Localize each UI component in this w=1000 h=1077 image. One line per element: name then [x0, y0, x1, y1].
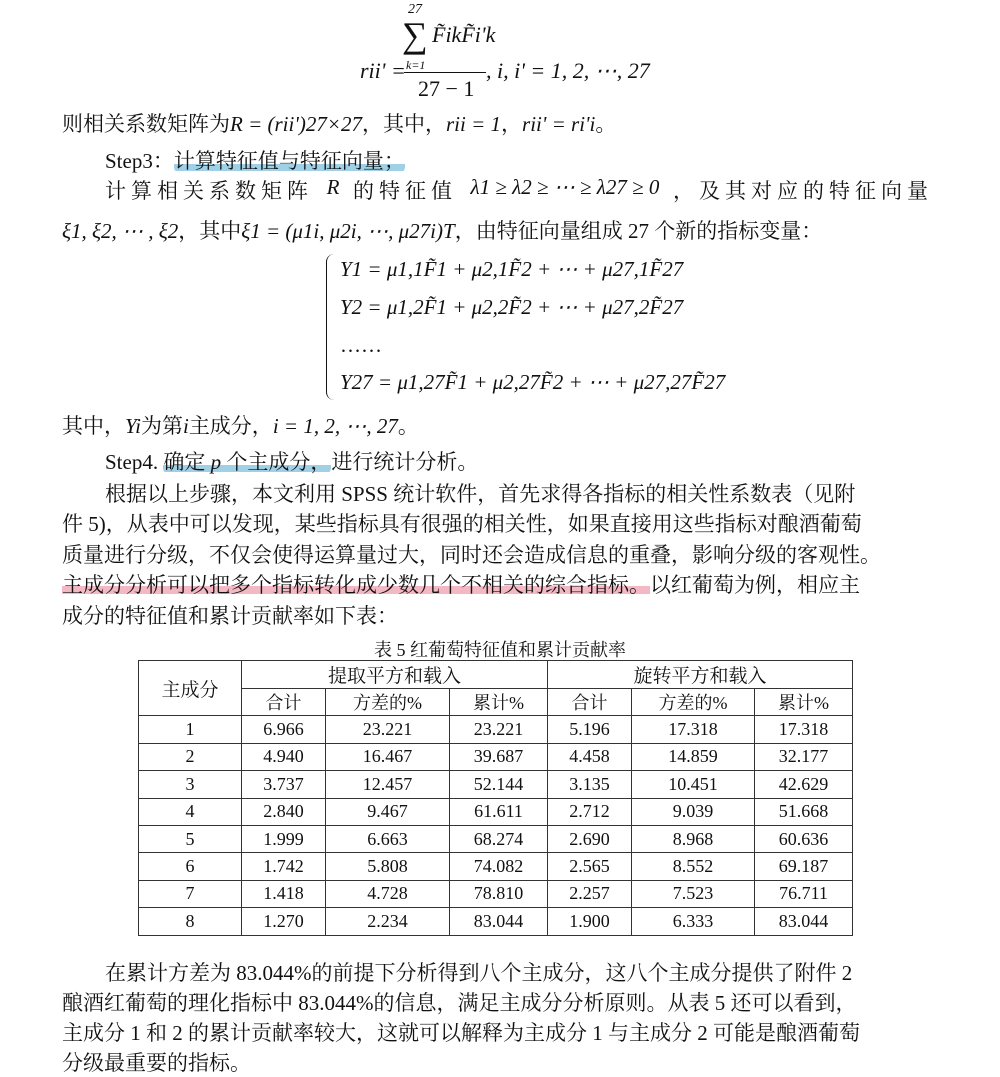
table-cell: 52.144	[450, 771, 548, 798]
table-cell: 10.451	[632, 771, 755, 798]
table-cell: 76.711	[755, 880, 853, 907]
group-header: 提取平方和载入	[242, 661, 548, 689]
paragraph2-line: 酿酒红葡萄的理化指标中 83.044%的信息，满足主成分分析原则。从表 5 还可以看到，	[62, 991, 857, 1015]
step3-line	[105, 145, 405, 175]
table-cell: 2.257	[548, 880, 632, 907]
table-cell: 9.467	[326, 798, 450, 825]
table-cell: 6	[139, 853, 242, 880]
summand: F̃ikF̃i'k	[432, 22, 496, 47]
text: 其中，	[62, 414, 125, 438]
table-cell: 17.318	[632, 716, 755, 743]
table-cell: 32.177	[755, 743, 853, 770]
table-cell: 9.039	[632, 798, 755, 825]
table-cell: 2	[139, 743, 242, 770]
table-cell: 74.082	[450, 853, 548, 880]
table-cell: 23.221	[326, 716, 450, 743]
table-caption: 表 5 红葡萄特征值和累计贡献率	[374, 640, 626, 660]
highlighted-text: 个主成分，	[226, 450, 332, 474]
table-cell: 1.418	[242, 880, 326, 907]
table-cell: 5.196	[548, 716, 632, 743]
paragraph1-line: 成分的特征值和累计贡献率如下表：	[62, 604, 398, 628]
math: rii' = ri'i	[522, 112, 596, 136]
table-cell: 5.808	[326, 853, 450, 880]
table-cell: 39.687	[450, 743, 548, 770]
column-header: 方差的%	[632, 689, 755, 716]
table-row	[139, 716, 853, 743]
table-cell: 83.044	[755, 908, 853, 935]
sum-upper: 27	[408, 2, 422, 17]
table-cell: 61.611	[450, 798, 548, 825]
system-brace	[326, 254, 337, 400]
table-cell: 2.565	[548, 853, 632, 880]
system-eq-2: Y2 = μ1,2F̃1 + μ2,2F̃2 + ⋯ + μ27,2F̃27	[340, 295, 684, 319]
table-cell: 1.900	[548, 908, 632, 935]
text: 计算相关系数矩阵	[105, 179, 313, 203]
paragraph1-line: 根据以上步骤，本文利用 SPSS 统计软件，首先求得各指标的相关性系数表（见附	[105, 482, 856, 506]
column-header: 累计%	[450, 689, 548, 716]
math: i = 1, 2, ⋯, 27	[272, 414, 398, 438]
step-label: Step4.	[105, 450, 159, 474]
text: 进行统计分析。	[331, 450, 479, 474]
table-cell: 69.187	[755, 853, 853, 880]
sum-symbol: ∑	[402, 15, 428, 55]
step4-line	[105, 446, 478, 476]
column-header: 方差的%	[326, 689, 450, 716]
text: ，其中，	[362, 112, 446, 136]
table-row	[139, 908, 853, 935]
table-cell: 1.742	[242, 853, 326, 880]
text: 。	[595, 112, 617, 136]
math: R	[326, 175, 340, 199]
table-row	[139, 825, 853, 852]
table-cell: 17.318	[755, 716, 853, 743]
table-cell: 6.663	[326, 825, 450, 852]
table-row	[139, 771, 853, 798]
math: rii = 1	[446, 112, 502, 136]
table-cell: 78.810	[450, 880, 548, 907]
highlighted-text: 确定	[163, 450, 206, 474]
table-cell: 6.333	[632, 908, 755, 935]
vectors-line	[62, 215, 822, 245]
where-line	[62, 410, 419, 440]
table-row	[139, 743, 853, 770]
math: λ1 ≥ λ2 ≥ ⋯ ≥ λ27 ≥ 0	[470, 175, 660, 199]
formula-lhs: rii' =	[360, 58, 406, 83]
table-cell: 4.458	[548, 743, 632, 770]
table-cell: 3	[139, 771, 242, 798]
table-row	[139, 853, 853, 880]
table-cell: 8	[139, 908, 242, 935]
text: 主成分，	[188, 414, 273, 438]
paragraph2-line: 分级最重要的指标。	[62, 1051, 251, 1075]
table-cell: 23.221	[450, 716, 548, 743]
row-header: 主成分	[139, 661, 242, 716]
system-eq-1: Y1 = μ1,1F̃1 + μ2,1F̃2 + ⋯ + μ27,1F̃27	[340, 257, 684, 281]
text: 以红葡萄为例，相应主	[650, 573, 860, 597]
table-cell: 2.840	[242, 798, 326, 825]
table-row	[139, 880, 853, 907]
table-cell: 60.636	[755, 825, 853, 852]
table-cell: 6.966	[242, 716, 326, 743]
text: ，	[501, 112, 523, 136]
table-cell: 4.940	[242, 743, 326, 770]
math: ξ1, ξ2, ⋯ , ξ2	[62, 219, 179, 243]
matrix-line	[62, 108, 616, 138]
paragraph1-line	[62, 569, 860, 599]
sum-lower: k=1	[406, 58, 426, 72]
system-eq-27: Y27 = μ1,27F̃1 + μ2,27F̃2 + ⋯ + μ27,27F̃27	[340, 370, 726, 394]
table-cell: 2.234	[326, 908, 450, 935]
fraction-bar	[404, 72, 486, 73]
table-cell: 3.737	[242, 771, 326, 798]
paragraph2-line: 主成分 1 和 2 的累计贡献率较大，这就可以解释为主成分 1 与主成分 2 可能是酿酒葡萄	[62, 1021, 860, 1045]
table-cell: 16.467	[326, 743, 450, 770]
paragraph1-line: 件 5)，从表中可以发现，某些指标具有很强的相关性，如果直接用这些指标对酿酒葡萄	[62, 512, 862, 536]
math: p	[210, 450, 222, 474]
table-cell: 4.728	[326, 880, 450, 907]
math: ξ1 = (μ1i, μ2i, ⋯, μ27i)T	[241, 219, 455, 243]
table-cell: 68.274	[450, 825, 548, 852]
table-cell: 12.457	[326, 771, 450, 798]
table-cell: 7.523	[632, 880, 755, 907]
table-cell: 14.859	[632, 743, 755, 770]
table-cell: 8.968	[632, 825, 755, 852]
table-cell: 4	[139, 798, 242, 825]
table-cell: 8.552	[632, 853, 755, 880]
highlighted-text: 主成分分析可以把多个指标转化成少数几个不相关的综合指标。	[62, 573, 650, 597]
eigen-line	[105, 175, 933, 205]
table-cell: 83.044	[450, 908, 548, 935]
column-header: 合计	[242, 689, 326, 716]
text: 为第	[140, 414, 183, 438]
system-ellipsis: ……	[340, 333, 382, 357]
text: 。	[397, 414, 419, 438]
denominator: 27 − 1	[418, 76, 475, 101]
table-cell: 7	[139, 880, 242, 907]
column-header: 累计%	[755, 689, 853, 716]
eigenvalue-table	[138, 660, 853, 936]
table-cell: 2.690	[548, 825, 632, 852]
table-cell: 3.135	[548, 771, 632, 798]
text: ，及其对应的特征向量	[672, 179, 933, 203]
table-cell: 42.629	[755, 771, 853, 798]
formula-rhs: , i, i' = 1, 2, ⋯, 27	[486, 58, 650, 83]
table-cell: 1.270	[242, 908, 326, 935]
column-header: 合计	[548, 689, 632, 716]
group-header: 旋转平方和载入	[548, 661, 853, 689]
highlighted-text: 计算特征值与特征向量；	[173, 149, 405, 173]
table-cell: 2.712	[548, 798, 632, 825]
math: Yi	[125, 414, 141, 438]
table-cell: 5	[139, 825, 242, 852]
step-label: Step3：	[105, 149, 174, 173]
text: 则相关系数矩阵为	[62, 112, 230, 136]
math: R = (rii')27×27	[230, 112, 362, 136]
table-cell: 51.668	[755, 798, 853, 825]
text: ，由特征向量组成 27 个新的指标变量：	[454, 219, 823, 243]
text: ，其中	[178, 219, 242, 243]
table-cell: 1	[139, 716, 242, 743]
table-cell: 1.999	[242, 825, 326, 852]
text: 的特征值	[352, 179, 457, 203]
paragraph2-line: 在累计方差为 83.044%的前提下分析得到八个主成分，这八个主成分提供了附件 2	[105, 961, 853, 985]
table-row	[139, 798, 853, 825]
paragraph1-line: 质量进行分级，不仅会使得运算量过大，同时还会造成信息的重叠，影响分级的客观性。	[62, 543, 881, 567]
math: i	[182, 414, 189, 438]
